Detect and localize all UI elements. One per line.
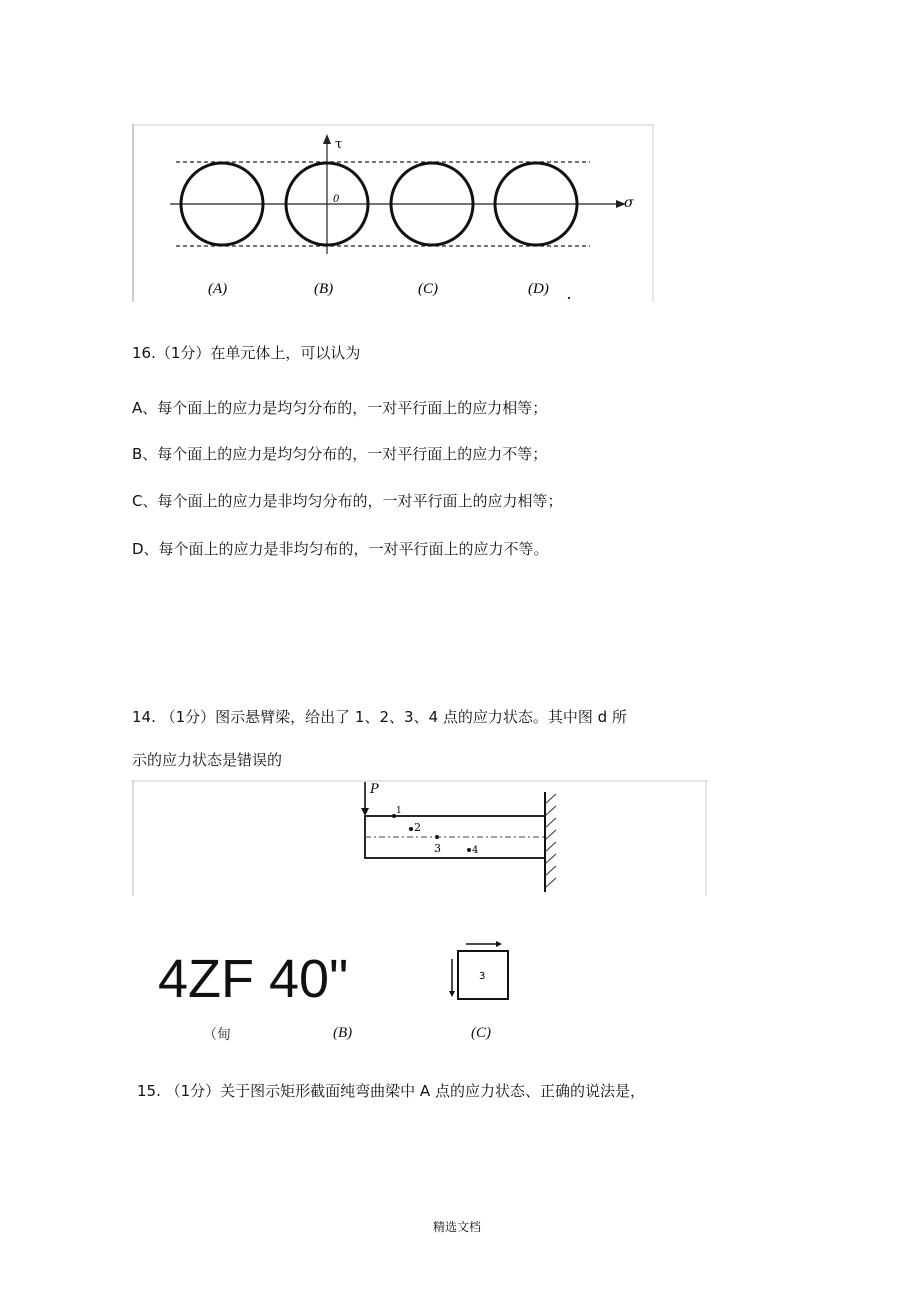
cantilever-beam-figure [132,780,708,896]
caption-d: (D) [528,281,549,297]
q14-line1: 14. （1分）图示悬臂梁，给出了 1、2、3、4 点的应力状态。其中图 d 所 [132,708,627,726]
q16-option-c: C、每个面上的应力是非均匀分布的，一对平行面上的应力相等； [132,492,563,510]
point-3-label: 3 [434,842,441,855]
caption-c: (C) [418,281,438,297]
tau-label: τ [335,137,343,152]
q15-line1: 15. （1分）关于图示矩形截面纯弯曲梁中 A 点的应力状态、正确的说法是， [137,1082,645,1100]
load-arrow-icon [361,808,369,816]
stress-element-c [448,937,514,1003]
mohr-circles-figure [132,124,654,302]
q16-option-d: D、每个面上的应力是非均匀布的，一对平行面上的应力不等。 [132,540,549,558]
tau-arrow-icon [323,134,331,144]
wall-hatching [545,794,556,888]
load-label: P [370,782,379,797]
point-1-label: 1 [396,806,402,816]
element-label: 3 [479,971,486,982]
point-4-label: 4 [472,845,479,856]
q16-option-b: B、每个面上的应力是均匀分布的，一对平行面上的应力不等； [132,445,548,463]
q16-option-a: A、每个面上的应力是均匀分布的，一对平行面上的应力相等； [132,399,548,417]
stress-element-c-svg [448,937,514,1003]
point-4 [467,848,471,852]
left-shear-arrowhead-icon [449,991,455,997]
footer-text: 精选文档 [433,1220,482,1234]
point-3 [435,835,439,839]
mohr-circles-svg [132,124,654,302]
point-2 [409,827,413,831]
caption-b: (B) [314,281,334,297]
state-caption-c: (C) [471,1025,491,1041]
cantilever-beam-svg [132,780,708,896]
q16-title: 16.（1分）在单元体上，可以认为 [132,344,361,362]
point-2-label: 2 [414,821,421,834]
state-caption-a: （甸 [203,1028,231,1043]
state-caption-b: (B) [333,1025,353,1041]
top-shear-arrowhead-icon [496,941,502,947]
caption-a: (A) [208,281,228,297]
stress-state-a-garbled: 4ZF 40" [158,949,349,1009]
origin-label: 0 [333,194,340,205]
stray-dot [568,297,570,299]
sigma-label: σ [624,195,634,211]
q14-line2: 示的应力状态是错误的 [132,751,283,769]
